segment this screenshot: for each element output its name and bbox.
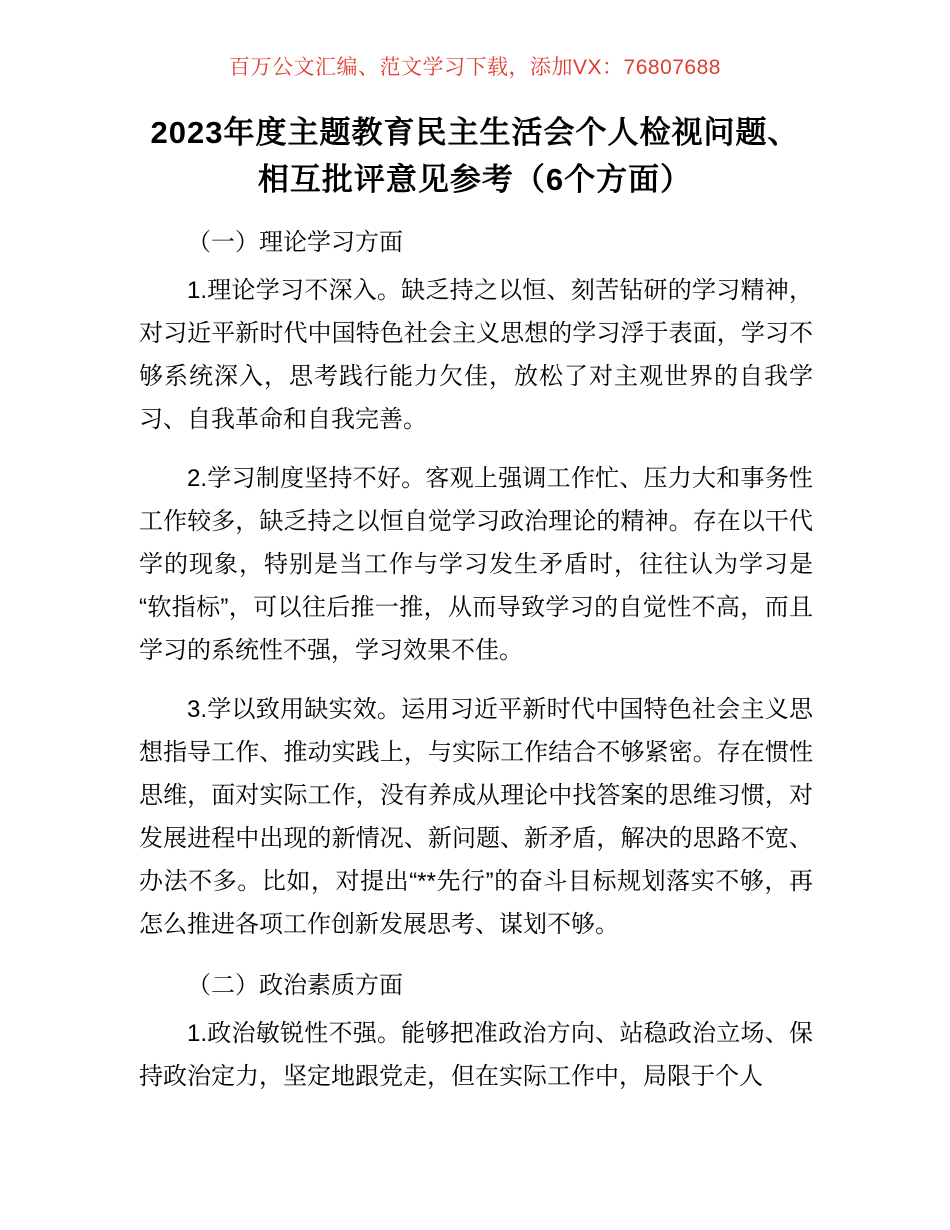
paragraph-political-1: 1.政治敏锐性不强。能够把准政治方向、站稳政治立场、保持政治定力，坚定地跟党走，但在实际工作中，局限于个人 (139, 1020, 813, 1090)
paragraph-theory-1: 1.理论学习不深入。缺乏持之以恒、刻苦钻研的学习精神，对习近平新时代中国特色社会主义思想的学习浮于表面，学习不够系统深入，思考践行能力欠佳，放松了对主观世界的自我学习、自我革命和自我完善。 (139, 277, 813, 433)
section-heading-political-quality: （二）政治素质方面 (187, 972, 403, 999)
document-title-line-2: 相互批评意见参考（6个方面） (257, 162, 693, 197)
section-heading-theory-study: （一）理论学习方面 (187, 229, 403, 256)
document-title (120, 109, 830, 203)
paragraph-theory-2: 2.学习制度坚持不好。客观上强调工作忙、压力大和事务性工作较多，缺乏持之以恒自觉学习政治理论的精神。存在以干代学的现象，特别是当工作与学习发生矛盾时，往往认为学习是“软指标”，可以往后推一推，从而导致学习的自觉性不高，而且学习的系统性不强，学习效果不佳。 (139, 465, 813, 664)
paragraph-theory-3: 3.学以致用缺实效。运用习近平新时代中国特色社会主义思想指导工作、推动实践上，与实际工作结合不够紧密。存在惯性思维，面对实际工作，没有养成从理论中找答案的思维习惯，对发展进程中出现的新情况、新问题、新矛盾，解决的思路不宽、办法不多。比如，对提出“**先行”的奋斗目标规划落实不够，再怎么推进各项工作创新发展思考、谋划不够。 (139, 696, 813, 938)
promo-banner: 百万公文汇编、范文学习下载，添加VX：76807688 (229, 56, 721, 79)
document-title-line-1: 2023年度主题教育民主生活会个人检视问题、 (150, 115, 800, 150)
